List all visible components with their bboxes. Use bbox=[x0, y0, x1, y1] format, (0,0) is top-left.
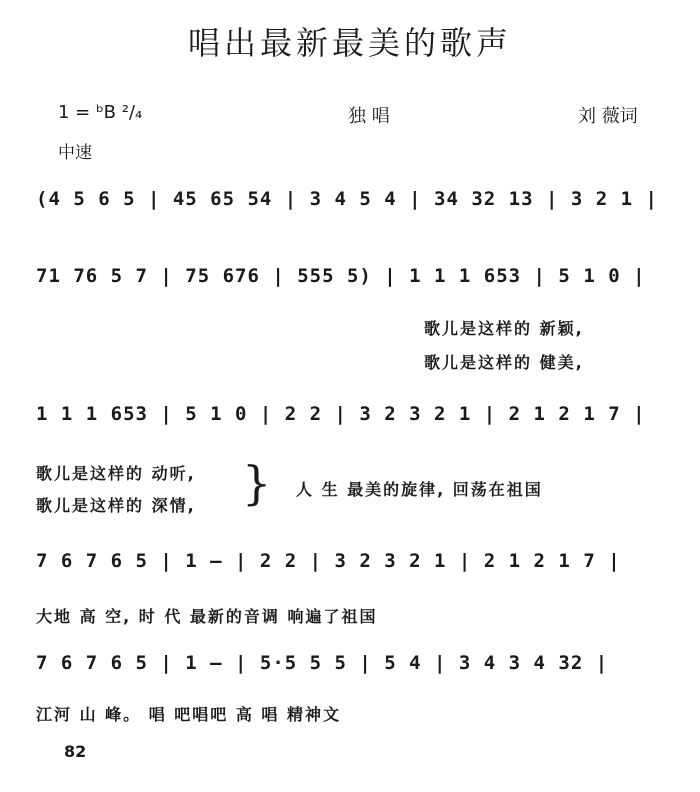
score-line-1: (4 5 6 5 | 45 65 54 | 3 4 5 4 | 34 32 13 | 3 2 1 | bbox=[36, 188, 658, 210]
lyric-brace: } bbox=[242, 456, 272, 510]
lyricist-credit: 刘 薇词 bbox=[578, 106, 638, 127]
score-line-3: 1 1 1 653 | 5 1 0 | 2 2 | 3 2 3 2 1 | 2 1 2 1 7 | bbox=[36, 403, 646, 425]
lyric-verse2-line-b: 歌儿是这样的 深情, bbox=[36, 496, 196, 515]
page-number: 82 bbox=[64, 742, 87, 761]
lyric-verse2-line-c: 人 生 最美的旋律, 回荡在祖国 bbox=[296, 480, 543, 499]
song-title: 唱出最新最美的歌声 bbox=[187, 24, 512, 62]
lyric-verse2-line-a: 歌儿是这样的 动听, bbox=[36, 464, 196, 483]
performance-type: 独 唱 bbox=[348, 106, 390, 127]
score-line-4: 7 6 7 6 5 | 1 — | 2 2 | 3 2 3 2 1 | 2 1 2 1 7 | bbox=[36, 550, 621, 572]
lyric-verse3: 大地 高 空, 时 代 最新的音调 响遍了祖国 bbox=[36, 607, 378, 626]
lyric-verse1-line-b: 歌儿是这样的 健美, bbox=[424, 353, 584, 372]
tempo-marking: 中速 bbox=[58, 143, 92, 163]
score-line-5: 7 6 7 6 5 | 1 — | 5·5 5 5 | 5 4 | 3 4 3 4 32 | bbox=[36, 652, 609, 674]
lyric-verse4: 江河 山 峰。 唱 吧唱吧 高 唱 精神文 bbox=[36, 705, 341, 724]
lyric-verse1-line-a: 歌儿是这样的 新颖, bbox=[424, 319, 584, 338]
key-signature: 1 = ᵇB ²/₄ bbox=[58, 102, 143, 123]
score-line-2: 71 76 5 7 | 75 676 | 555 5) | 1 1 1 653 | 5 1 0 | bbox=[36, 265, 646, 287]
